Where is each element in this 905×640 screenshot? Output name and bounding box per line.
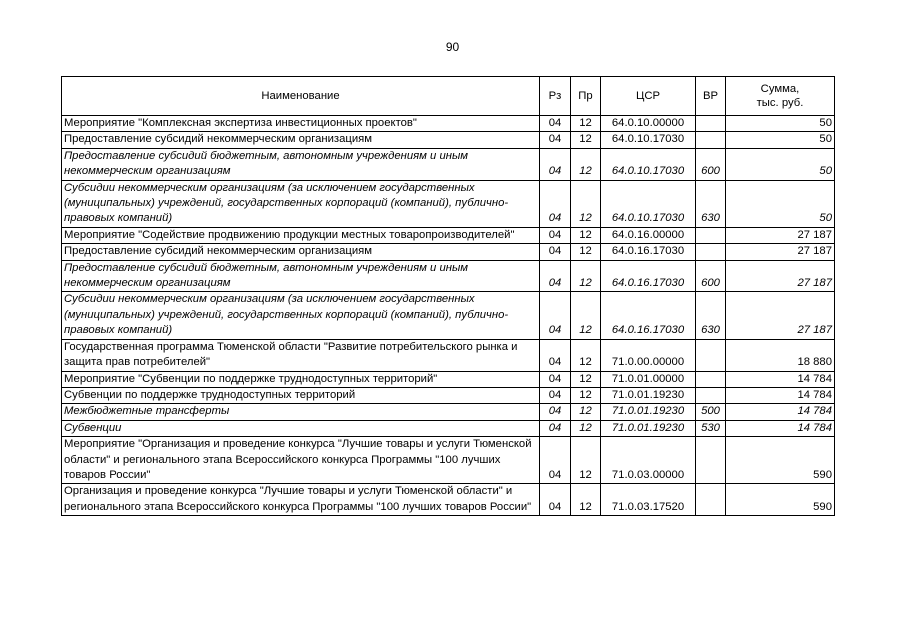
- cell-rz: 04: [540, 371, 571, 387]
- cell-csr: 64.0.10.17030: [601, 180, 696, 227]
- cell-csr: 64.0.16.00000: [601, 227, 696, 243]
- table-row: [62, 420, 835, 436]
- table-body: [62, 116, 835, 516]
- header-csr: ЦСР: [601, 77, 696, 116]
- table-row: [62, 387, 835, 403]
- cell-rz: 04: [540, 260, 571, 292]
- cell-pr: 12: [571, 387, 601, 403]
- cell-name: Государственная программа Тюменской области "Развитие потребительского рынка и защита прав потребителей": [62, 339, 540, 371]
- cell-pr: 12: [571, 420, 601, 436]
- cell-rz: 04: [540, 116, 571, 132]
- cell-pr: 12: [571, 339, 601, 371]
- cell-vr: [696, 244, 726, 260]
- cell-pr: 12: [571, 132, 601, 148]
- header-sum: Сумма, тыс. руб.: [726, 77, 835, 116]
- cell-name: Мероприятие "Содействие продвижению продукции местных товаропроизводителей": [62, 227, 540, 243]
- cell-csr: 64.0.10.00000: [601, 116, 696, 132]
- cell-pr: 12: [571, 227, 601, 243]
- cell-vr: [696, 339, 726, 371]
- cell-name: Субсидии некоммерческим организациям (за исключением государственных (муниципальных) учреждений, государственных корпораций (компаний), публично-правовых компаний): [62, 292, 540, 339]
- cell-sum: 590: [726, 484, 835, 516]
- table-row: [62, 180, 835, 227]
- cell-rz: 04: [540, 420, 571, 436]
- cell-sum: 50: [726, 116, 835, 132]
- cell-name: Межбюджетные трансферты: [62, 404, 540, 420]
- cell-csr: 64.0.10.17030: [601, 148, 696, 180]
- cell-csr: 71.0.03.17520: [601, 484, 696, 516]
- header-pr: Пр: [571, 77, 601, 116]
- cell-csr: 64.0.16.17030: [601, 292, 696, 339]
- cell-rz: 04: [540, 387, 571, 403]
- cell-name: Предоставление субсидий бюджетным, автономным учреждениям и иным некоммерческим организациям: [62, 260, 540, 292]
- cell-vr: 500: [696, 404, 726, 420]
- table-row: [62, 404, 835, 420]
- cell-pr: 12: [571, 244, 601, 260]
- cell-rz: 04: [540, 148, 571, 180]
- table-row: [62, 148, 835, 180]
- table-row: [62, 116, 835, 132]
- cell-pr: 12: [571, 484, 601, 516]
- table-row: [62, 132, 835, 148]
- cell-vr: 630: [696, 292, 726, 339]
- table-row: [62, 339, 835, 371]
- cell-name: Предоставление субсидий бюджетным, автономным учреждениям и иным некоммерческим организациям: [62, 148, 540, 180]
- cell-pr: 12: [571, 292, 601, 339]
- cell-sum: 14 784: [726, 420, 835, 436]
- table-row: [62, 260, 835, 292]
- cell-rz: 04: [540, 227, 571, 243]
- cell-name: Субвенции: [62, 420, 540, 436]
- cell-name: Мероприятие "Субвенции по поддержке труднодоступных территорий": [62, 371, 540, 387]
- cell-pr: 12: [571, 148, 601, 180]
- cell-sum: 50: [726, 132, 835, 148]
- cell-csr: 71.0.03.00000: [601, 437, 696, 484]
- budget-table: [61, 76, 835, 516]
- cell-sum: 27 187: [726, 227, 835, 243]
- cell-sum: 18 880: [726, 339, 835, 371]
- cell-rz: 04: [540, 339, 571, 371]
- table-row: [62, 244, 835, 260]
- header-rz: Рз: [540, 77, 571, 116]
- cell-rz: 04: [540, 437, 571, 484]
- cell-rz: 04: [540, 244, 571, 260]
- cell-sum: 14 784: [726, 387, 835, 403]
- table-row: [62, 227, 835, 243]
- cell-name: Предоставление субсидий некоммерческим организациям: [62, 132, 540, 148]
- cell-sum: 50: [726, 148, 835, 180]
- cell-rz: 04: [540, 132, 571, 148]
- cell-vr: 600: [696, 148, 726, 180]
- cell-csr: 64.0.16.17030: [601, 244, 696, 260]
- header-name: Наименование: [62, 77, 540, 116]
- cell-csr: 71.0.00.00000: [601, 339, 696, 371]
- cell-pr: 12: [571, 116, 601, 132]
- cell-name: Субвенции по поддержке труднодоступных территорий: [62, 387, 540, 403]
- table-row: [62, 292, 835, 339]
- cell-vr: [696, 132, 726, 148]
- cell-rz: 04: [540, 292, 571, 339]
- cell-sum: 27 187: [726, 260, 835, 292]
- cell-csr: 71.0.01.00000: [601, 371, 696, 387]
- cell-sum: 590: [726, 437, 835, 484]
- cell-sum: 27 187: [726, 244, 835, 260]
- cell-pr: 12: [571, 260, 601, 292]
- cell-csr: 64.0.10.17030: [601, 132, 696, 148]
- cell-vr: [696, 484, 726, 516]
- cell-name: Субсидии некоммерческим организациям (за исключением государственных (муниципальных) учреждений, государственных корпораций (компаний), публично-правовых компаний): [62, 180, 540, 227]
- table-header-row: [62, 77, 835, 116]
- table-row: [62, 437, 835, 484]
- table-row: [62, 371, 835, 387]
- cell-pr: 12: [571, 437, 601, 484]
- cell-vr: [696, 227, 726, 243]
- cell-sum: 14 784: [726, 404, 835, 420]
- cell-sum: 27 187: [726, 292, 835, 339]
- cell-rz: 04: [540, 404, 571, 420]
- cell-pr: 12: [571, 180, 601, 227]
- cell-rz: 04: [540, 180, 571, 227]
- cell-name: Организация и проведение конкурса "Лучшие товары и услуги Тюменской области" и регионального этапа Всероссийского конкурса Программы "100 лучших товаров России": [62, 484, 540, 516]
- cell-pr: 12: [571, 371, 601, 387]
- cell-csr: 64.0.16.17030: [601, 260, 696, 292]
- cell-vr: [696, 116, 726, 132]
- cell-sum: 50: [726, 180, 835, 227]
- header-vr: ВР: [696, 77, 726, 116]
- cell-csr: 71.0.01.19230: [601, 387, 696, 403]
- page-number: 90: [445, 40, 460, 54]
- cell-pr: 12: [571, 404, 601, 420]
- cell-csr: 71.0.01.19230: [601, 420, 696, 436]
- cell-vr: [696, 437, 726, 484]
- cell-sum: 14 784: [726, 371, 835, 387]
- cell-vr: [696, 371, 726, 387]
- cell-csr: 71.0.01.19230: [601, 404, 696, 420]
- cell-vr: 600: [696, 260, 726, 292]
- cell-name: Мероприятие "Организация и проведение конкурса "Лучшие товары и услуги Тюменской области" и регионального этапа Всероссийского конкурса Программы "100 лучших товаров России": [62, 437, 540, 484]
- cell-vr: 530: [696, 420, 726, 436]
- cell-vr: 630: [696, 180, 726, 227]
- cell-name: Мероприятие "Комплексная экспертиза инвестиционных проектов": [62, 116, 540, 132]
- table-row: [62, 484, 835, 516]
- cell-rz: 04: [540, 484, 571, 516]
- cell-vr: [696, 387, 726, 403]
- cell-name: Предоставление субсидий некоммерческим организациям: [62, 244, 540, 260]
